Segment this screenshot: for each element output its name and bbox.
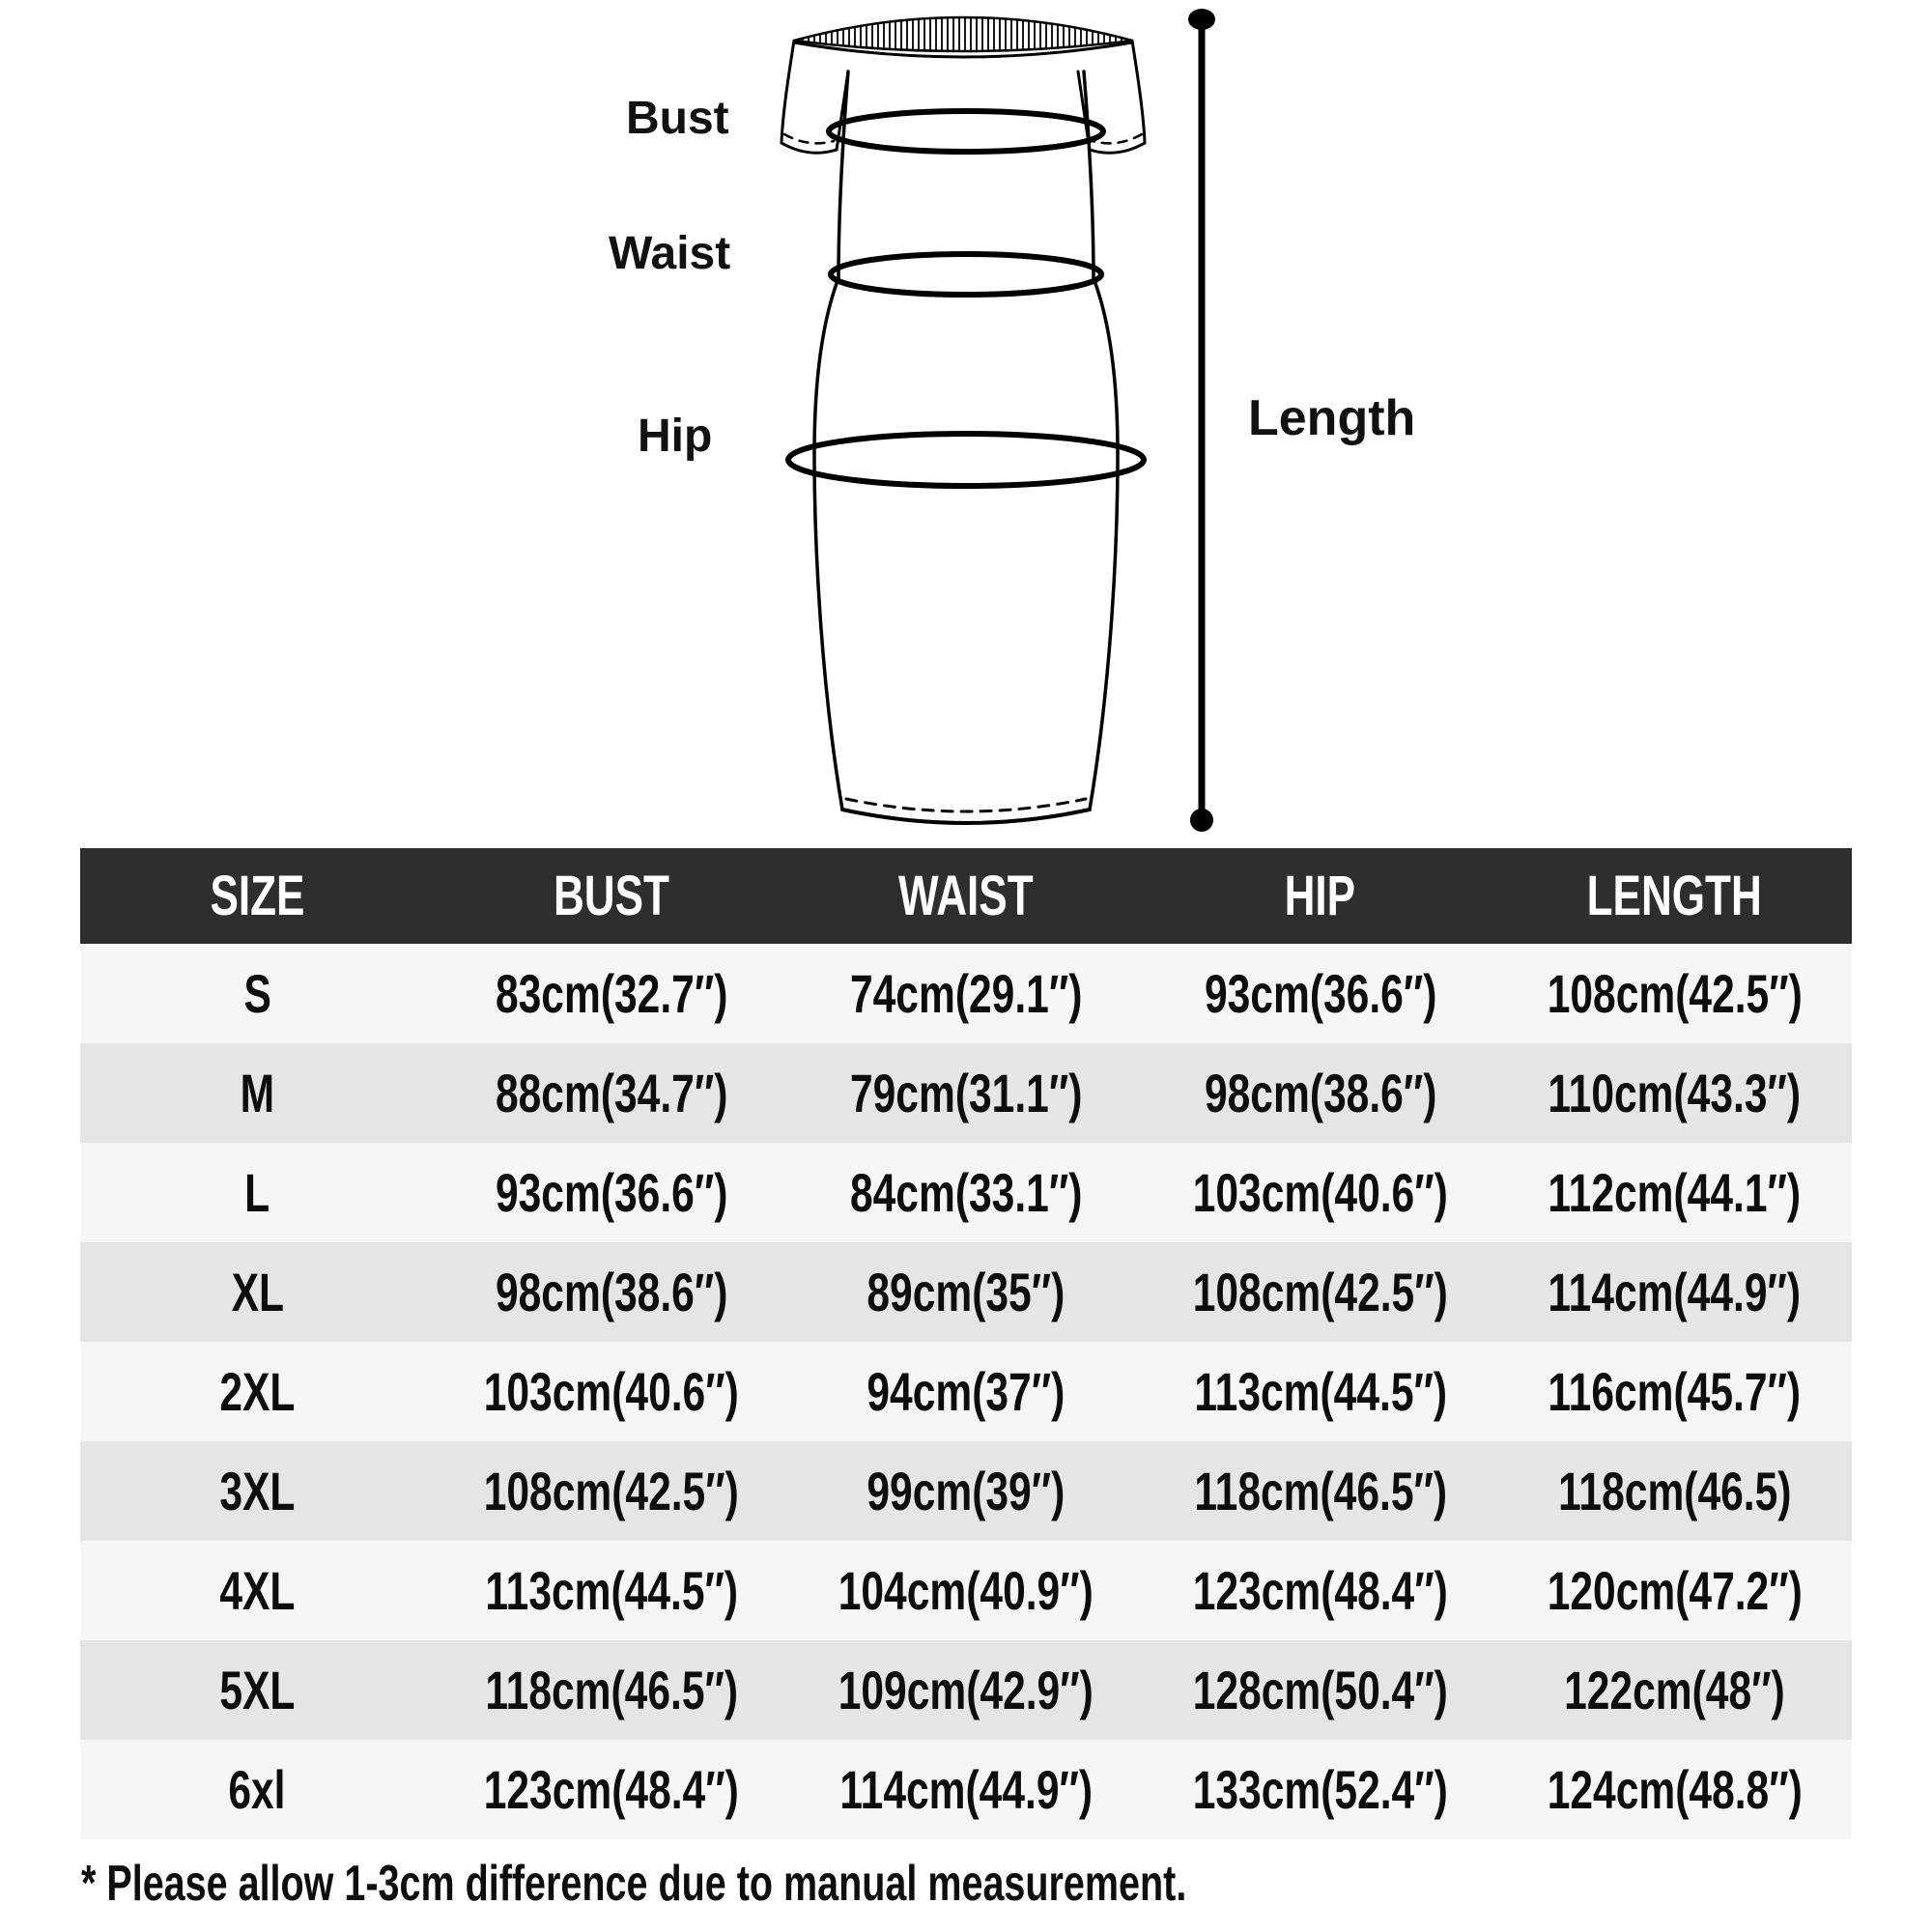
size-table-body	[80, 944, 1852, 1839]
column-header-length: LENGTH	[1586, 865, 1763, 927]
table-cell: 93cm(36.6″)	[1204, 963, 1436, 1024]
table-cell: 113cm(44.5″)	[1193, 1361, 1447, 1422]
table-cell: 108cm(42.5″)	[1192, 1262, 1448, 1322]
column-header-bust: BUST	[554, 865, 670, 927]
column-header-waist: WAIST	[898, 865, 1034, 927]
table-cell: 99cm(39″)	[867, 1461, 1065, 1521]
dress-diagram	[0, 0, 1932, 850]
table-cell: 124cm(48.8″)	[1547, 1759, 1803, 1820]
table-row	[80, 1242, 1852, 1342]
table-cell: 118cm(46.5″)	[485, 1660, 739, 1720]
table-cell: 109cm(42.9″)	[838, 1660, 1094, 1720]
table-cell: 113cm(44.5″)	[485, 1560, 739, 1621]
table-cell: 110cm(43.3″)	[1548, 1063, 1802, 1123]
table-cell: 128cm(50.4″)	[1192, 1660, 1448, 1720]
table-cell: 112cm(44.1″)	[1548, 1162, 1802, 1223]
waist-ellipse	[831, 254, 1101, 295]
length-measure-line	[1188, 9, 1215, 832]
table-cell: 123cm(48.4″)	[484, 1759, 740, 1820]
table-cell: 4XL	[219, 1560, 296, 1621]
table-cell: 114cm(44.9″)	[839, 1759, 1093, 1820]
table-cell: 108cm(42.5″)	[1547, 963, 1803, 1024]
table-row	[80, 1143, 1852, 1242]
table-cell: 93cm(36.6″)	[495, 1162, 728, 1223]
table-cell: 88cm(34.7″)	[495, 1063, 728, 1123]
table-cell: 5XL	[219, 1660, 296, 1720]
hip-ellipse	[788, 434, 1144, 486]
table-cell: L	[244, 1162, 270, 1223]
column-header-size: SIZE	[210, 865, 305, 927]
dress-body-outline	[814, 71, 1118, 823]
table-cell: 116cm(45.7″)	[1548, 1361, 1802, 1422]
dress-neckline-band	[794, 17, 1132, 57]
table-cell: 103cm(40.6″)	[484, 1361, 740, 1422]
table-cell: 108cm(42.5″)	[484, 1461, 740, 1521]
table-cell: 103cm(40.6″)	[1192, 1162, 1448, 1223]
column-header-hip: HIP	[1285, 865, 1356, 927]
table-cell: 3XL	[219, 1461, 296, 1521]
table-row	[80, 1043, 1852, 1143]
hip-label: Hip	[638, 411, 713, 462]
bust-label: Bust	[626, 93, 729, 144]
table-cell: 74cm(29.1″)	[849, 963, 1083, 1024]
size-guide-diagram	[0, 0, 1932, 850]
table-row	[80, 1441, 1852, 1541]
table-cell: 89cm(35″)	[867, 1262, 1065, 1322]
size-chart-table	[80, 848, 1852, 1839]
waist-label: Waist	[609, 228, 731, 279]
table-cell: 98cm(38.6″)	[495, 1262, 728, 1322]
table-cell: 123cm(48.4″)	[1192, 1560, 1448, 1621]
table-cell: 98cm(38.6″)	[1204, 1063, 1436, 1123]
length-label: Length	[1248, 390, 1416, 446]
table-row	[80, 1342, 1852, 1441]
table-cell: 79cm(31.1″)	[849, 1063, 1083, 1123]
table-cell: 122cm(48″)	[1564, 1660, 1785, 1720]
table-row	[80, 944, 1852, 1043]
size-table-header-row	[80, 848, 1852, 944]
table-cell: 84cm(33.1″)	[849, 1162, 1083, 1223]
table-cell: S	[243, 963, 271, 1024]
table-cell: 120cm(47.2″)	[1547, 1560, 1803, 1621]
table-row	[80, 1541, 1852, 1640]
table-row	[80, 1640, 1852, 1740]
table-cell: M	[240, 1063, 275, 1123]
table-cell: XL	[231, 1262, 284, 1322]
bust-ellipse	[829, 111, 1103, 152]
table-cell: 104cm(40.9″)	[838, 1560, 1094, 1621]
table-cell: 114cm(44.9″)	[1548, 1262, 1802, 1322]
table-cell: 2XL	[219, 1361, 296, 1422]
table-cell: 133cm(52.4″)	[1192, 1759, 1448, 1820]
table-row	[80, 1740, 1852, 1839]
table-cell: 83cm(32.7″)	[495, 963, 728, 1024]
table-cell: 118cm(46.5)	[1557, 1461, 1792, 1521]
measurement-disclaimer: * Please allow 1-3cm difference due to manual measurement.	[81, 1856, 1187, 1912]
table-cell: 6xl	[228, 1759, 286, 1820]
table-cell: 94cm(37″)	[867, 1361, 1065, 1422]
table-cell: 118cm(46.5″)	[1193, 1461, 1447, 1521]
